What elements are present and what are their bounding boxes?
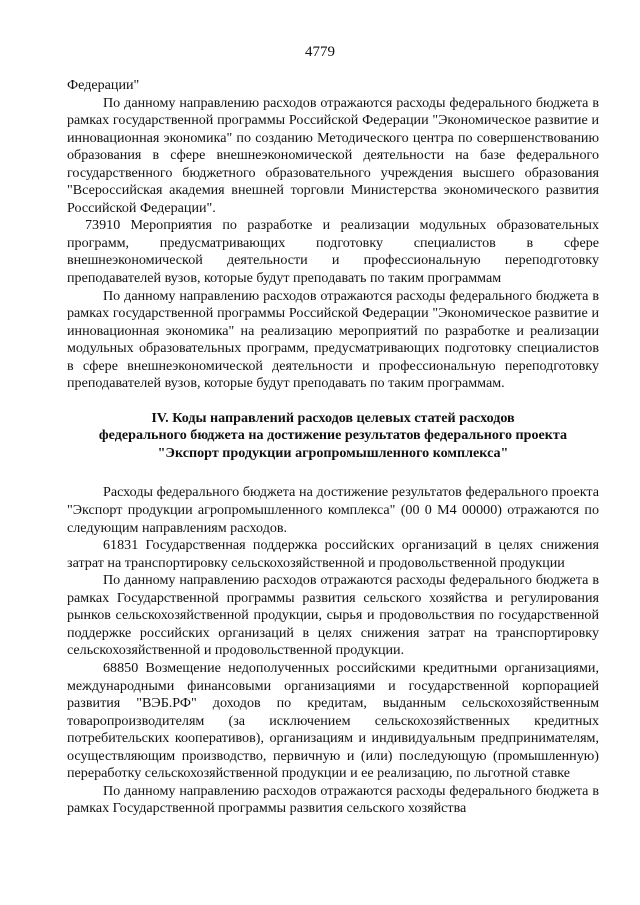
section-heading-line-2: федерального бюджета на достижение результатов федерального проекта — [98, 427, 568, 444]
section-heading-line-1: IV. Коды направлений расходов целевых статей расходов — [151, 409, 515, 426]
paragraph: Расходы федерального бюджета на достижение результатов федерального проекта "Экспорт продукции агропромышленного комплекса" (00 0 М4 00000) отражаются по следующим направлениям расходов. — [67, 484, 599, 536]
paragraph: 73910 Мероприятия по разработке и реализации модульных образовательных программ, предусматривающих подготовку специалистов в сфере внешнеэкономической деятельности и профессиональную переподготовку преподавателей вузов, которые будут преподавать по таким программам — [67, 217, 599, 287]
section-heading-line-3: "Экспорт продукции агропромышленного комплекса" — [157, 444, 509, 461]
paragraph: По данному направлению расходов отражаются расходы федерального бюджета в рамках государственной программы Российской Федерации "Экономическое развитие и инновационная экономика" по созданию Методического центра по совершенствованию образования в сфере внешнеэкономической деятельности на базе федерального государственного бюджетного образовательного учреждения высшего образования "Всероссийская академия внешней торговли Министерства экономического развития Российской Федерации". — [67, 94, 599, 216]
paragraph: Федерации" — [67, 77, 140, 93]
paragraph: 61831 Государственная поддержка российских организаций в целях снижения затрат на транспортировку сельскохозяйственной и продовольственной продукции — [67, 537, 599, 571]
paragraph: По данному направлению расходов отражаются расходы федерального бюджета в рамках Государственной программы развития сельского хозяйства — [67, 782, 599, 817]
section-heading — [67, 410, 599, 463]
document-body — [67, 77, 599, 818]
paragraphs-before-section — [67, 77, 599, 393]
paragraphs-after-section — [67, 484, 599, 817]
paragraph: По данному направлению расходов отражаются расходы федерального бюджета в рамках Государственной программы развития сельского хозяйства и регулирования рынков сельскохозяйственной продукции, сырья и продовольствия по государственной поддержке российских организаций в целях снижения затрат на транспортировку сельскохозяйственной и продовольственной продукции. — [67, 572, 599, 659]
page-number: 4779 — [305, 44, 335, 60]
paragraph: По данному направлению расходов отражаются расходы федерального бюджета в рамках государственной программы Российской Федерации "Экономическое развитие и инновационная экономика" на реализацию мероприятий по разработке и реализации модульных образовательных программ, предусматривающих подготовку специалистов в сфере внешнеэкономической деятельности и профессиональную переподготовку преподавателей вузов, которые будут преподавать по таким программам. — [67, 287, 599, 392]
paragraph: 68850 Возмещение недополученных российскими кредитными организациями, международными финансовыми организациями и государственной корпорацией развития "ВЭБ.РФ" доходов по кредитам, выданным сельскохозяйственным товаропроизводителям (за исключением сельскохозяйственных кредитных потребительских кооперативов), организациям и индивидуальным предпринимателям, осуществляющим производство, первичную и (или) последующую (промышленную) переработку сельскохозяйственной продукции и ее реализацию, по льготной ставке — [67, 659, 599, 782]
